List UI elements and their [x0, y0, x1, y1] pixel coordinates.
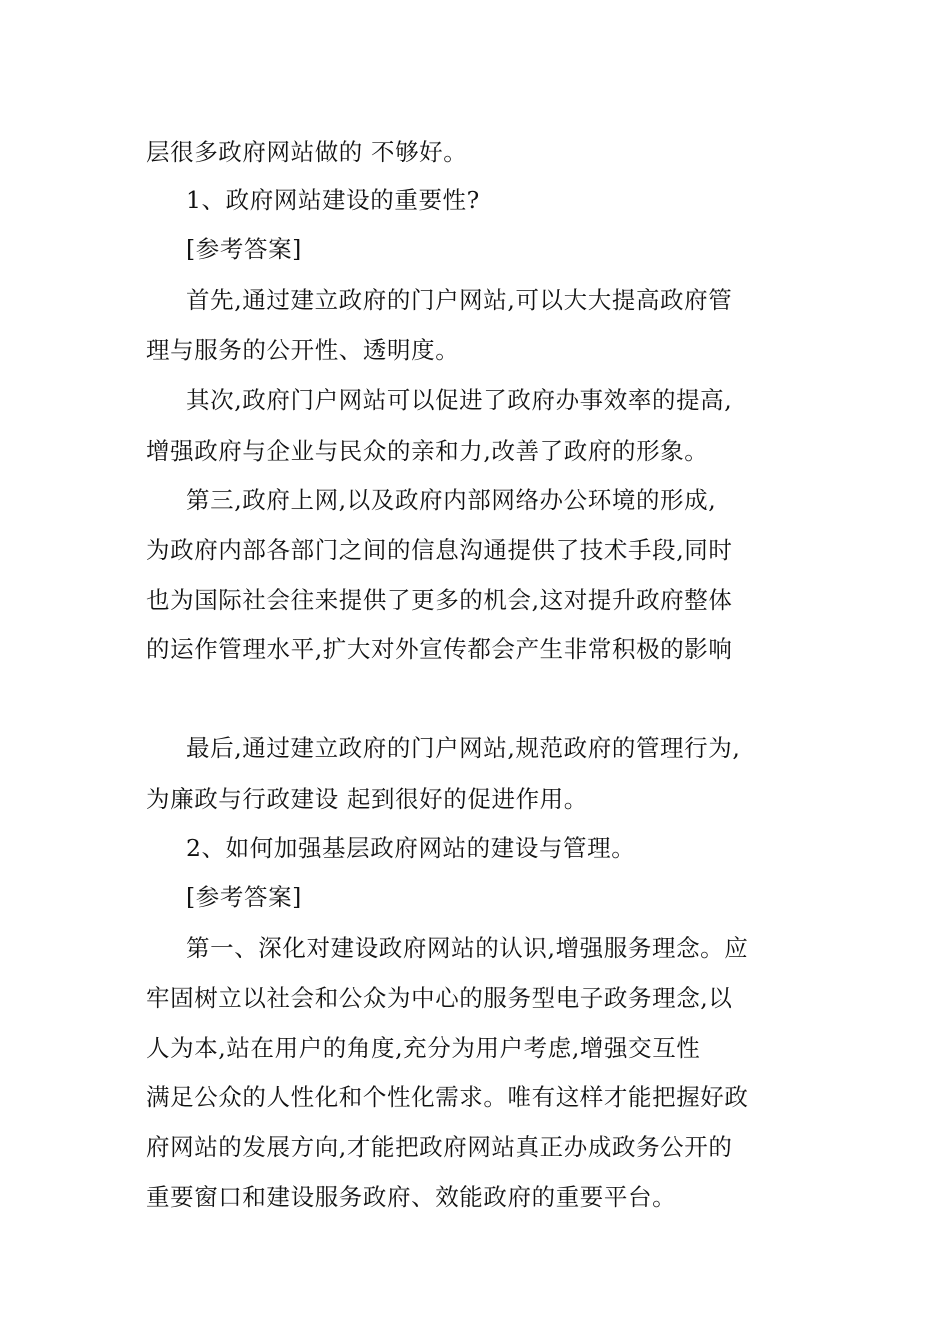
text-line: 府网站的发展方向,才能把政府网站真正办成政务公开的: [146, 1133, 733, 1161]
text-line: 也为国际社会往来提供了更多的机会,这对提升政府整体: [146, 586, 733, 614]
text-line: 首先,通过建立政府的门户网站,可以大大提高政府管: [186, 286, 733, 314]
text-line: 为廉政与行政建设 起到很好的促进作用。: [146, 785, 588, 813]
text-line: 层很多政府网站做的 不够好。: [146, 138, 468, 166]
question-heading: 1、政府网站建设的重要性?: [186, 186, 480, 214]
question-heading: 2、如何加强基层政府网站的建设与管理。: [186, 834, 636, 862]
text-line: 牢固树立以社会和公众为中心的服务型电子政务理念,以: [146, 984, 733, 1012]
text-line: 人为本,站在用户的角度,充分为用户考虑,增强交互性: [146, 1034, 701, 1062]
text-line: 为政府内部各部门之间的信息沟通提供了技术手段,同时: [146, 536, 733, 564]
text-line: 最后,通过建立政府的门户网站,规范政府的管理行为,: [186, 734, 741, 762]
text-line: 第一、深化对建设政府网站的认识,增强服务理念。应: [186, 934, 749, 962]
answer-label: [参考答案]: [186, 235, 302, 263]
text-line: 满足公众的人性化和个性化需求。唯有这样才能把握好政: [146, 1083, 749, 1111]
text-line: 增强政府与企业与民众的亲和力,改善了政府的形象。: [146, 437, 709, 465]
answer-label: [参考答案]: [186, 883, 302, 911]
text-line: 理与服务的公开性、透明度。: [146, 336, 460, 364]
text-line: 第三,政府上网,以及政府内部网络办公环境的形成,: [186, 486, 717, 514]
text-line: 重要窗口和建设服务政府、效能政府的重要平台。: [146, 1183, 677, 1211]
text-line: 的运作管理水平,扩大对外宣传都会产生非常积极的影响: [146, 635, 733, 663]
text-line: 其次,政府门户网站可以促进了政府办事效率的提高,: [186, 386, 733, 414]
